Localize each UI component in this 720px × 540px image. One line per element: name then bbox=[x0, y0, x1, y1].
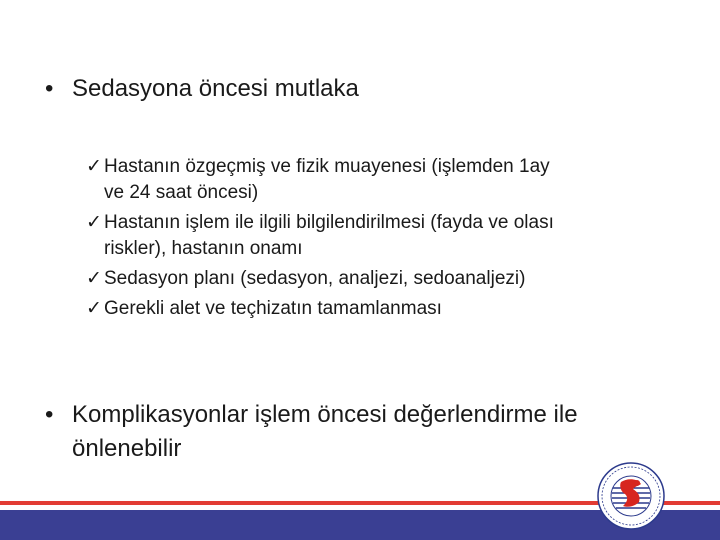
sub-item-4 bbox=[86, 296, 706, 322]
bullet-2 bbox=[45, 398, 578, 466]
sub-item-1 bbox=[86, 154, 706, 206]
sub-item-4-line-1: Gerekli alet ve teçhizatın tamamlanması bbox=[104, 298, 442, 319]
bullet-marker: • bbox=[45, 401, 54, 428]
bullet-2-line-2: önlenebilir bbox=[72, 435, 182, 462]
university-seal-icon bbox=[597, 462, 665, 530]
check-icon: ✓ bbox=[86, 268, 102, 289]
sub-item-1-line-2: ve 24 saat öncesi) bbox=[104, 182, 259, 203]
sub-item-3 bbox=[86, 266, 706, 292]
bullet-marker: • bbox=[45, 75, 54, 102]
check-icon: ✓ bbox=[86, 298, 102, 319]
bullet-1 bbox=[45, 72, 359, 106]
sub-item-3-line-1: Sedasyon planı (sedasyon, analjezi, sedoanaljezi) bbox=[104, 268, 526, 289]
bullet-1-text: Sedasyona öncesi mutlaka bbox=[72, 75, 359, 102]
check-icon: ✓ bbox=[86, 156, 102, 177]
bullet-2-line-1: Komplikasyonlar işlem öncesi değerlendirme ile bbox=[72, 401, 578, 428]
sub-item-2-line-1: Hastanın işlem ile ilgili bilgilendirilmesi (fayda ve olası bbox=[104, 212, 554, 233]
sub-item-1-line-1: Hastanın özgeçmiş ve fizik muayenesi (işlemden 1ay bbox=[104, 156, 550, 177]
sub-item-2 bbox=[86, 210, 706, 262]
sub-item-2-line-2: riskler), hastanın onamı bbox=[104, 238, 303, 259]
check-icon: ✓ bbox=[86, 212, 102, 233]
sub-list bbox=[86, 154, 706, 326]
